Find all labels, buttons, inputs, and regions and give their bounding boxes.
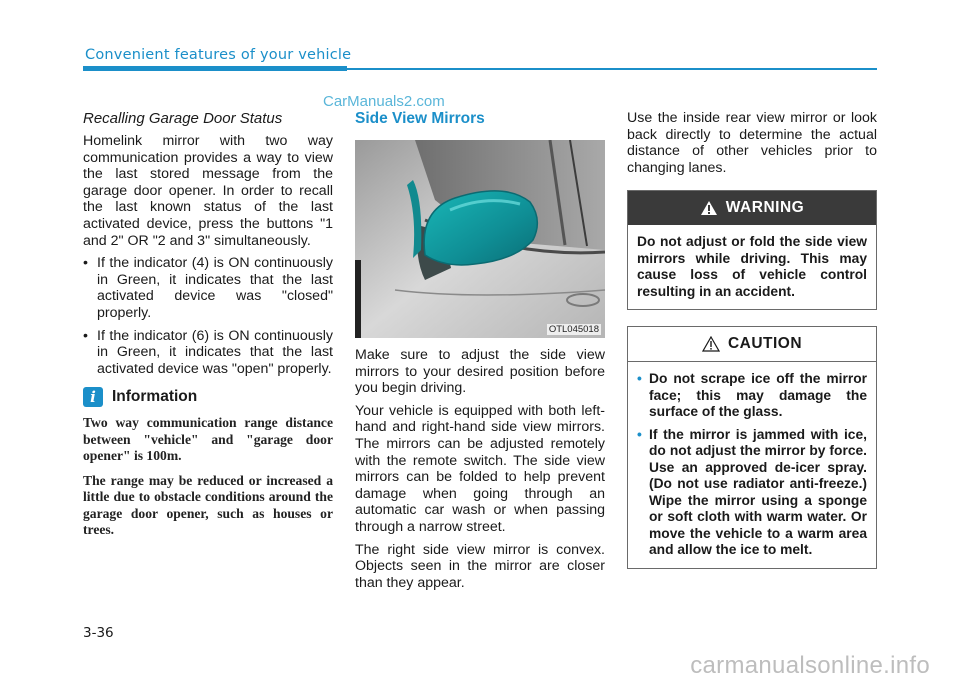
side-mirror-figure	[355, 140, 605, 338]
warning-header	[628, 191, 876, 225]
right-column	[627, 110, 877, 585]
warning-triangle-icon	[700, 200, 718, 216]
list-item: • Do not scrape ice off the mirror face; this may damage the surface of the glass.	[637, 371, 867, 421]
indicator-bullet-list	[83, 255, 333, 377]
information-title: Information	[112, 388, 198, 406]
warning-label: WARNING	[725, 199, 805, 217]
warning-body	[628, 225, 876, 309]
information-header	[83, 387, 333, 407]
page-number: 3-36	[83, 625, 114, 641]
header-rule-thick	[83, 66, 347, 71]
caution-label: CAUTION	[727, 335, 803, 353]
information-note: Two way communication range distance between "vehicle" and "garage door opener" is 100m.	[83, 415, 333, 464]
figure-code: OTL045018	[548, 324, 599, 335]
section-title: Side View Mirrors	[355, 110, 485, 127]
warning-text: Do not adjust or fold the side view mirrors while driving. This may cause loss of vehicle control resulting in an accident.	[637, 234, 867, 299]
mirror-paragraph: Your vehicle is equipped with both left-hand and right-hand side view mirrors. The mirrors can be adjusted remotely with the remote switch. The side view mirrors can be folded to help prevent damage when going through an automatic car wash or when passing through a narrow street.	[355, 402, 605, 535]
mirror-paragraph: Make sure to adjust the side view mirrors to your desired position before you begin driving.	[355, 347, 605, 397]
caution-list	[637, 371, 867, 559]
recall-garage-intro: Homelink mirror with two way communication provides a way to view the last stored message from the garage door opener. In order to recall the last known status of the last activated device, press the buttons "1 and 2" OR "2 and 3" simultaneously.	[83, 133, 333, 249]
list-item: • If the indicator (6) is ON continuously in Green, it indicates that the last activated device was "open" properly.	[83, 328, 333, 378]
rear-view-paragraph: Use the inside rear view mirror or look back directly to determine the actual distance of other vehicles prior to changing lanes.	[627, 110, 877, 176]
info-icon: i	[83, 387, 103, 407]
caution-triangle-icon	[702, 336, 720, 352]
watermark-top[interactable]: CarManuals2.com	[323, 93, 445, 110]
warning-box	[627, 190, 877, 310]
caution-box	[627, 326, 877, 569]
header-rule-thin	[347, 68, 877, 70]
watermark-bottom[interactable]: carmanualsonline.info	[690, 652, 930, 679]
caution-body	[628, 362, 876, 568]
middle-column	[355, 110, 605, 597]
recall-garage-heading: Recalling Garage Door Status	[83, 110, 283, 127]
list-item: • If the mirror is jammed with ice, do not adjust the mirror by force. Use an approved de-icer spray. (Do not use radiator anti-freeze.) Wipe the mirror using a sponge or soft cloth with warm water. Or move the vehicle to a warm area and allow the ice to melt.	[637, 427, 867, 559]
list-item: • If the indicator (4) is ON continuously in Green, it indicates that the last activated device was "closed" properly.	[83, 255, 333, 321]
header-title: Convenient features of your vehicle	[85, 47, 352, 63]
left-column	[83, 110, 333, 547]
information-note: The range may be reduced or increased a little due to obstacle conditions around the garage door opener, such as houses or trees.	[83, 472, 333, 538]
caution-header	[628, 327, 876, 362]
side-mirror-illustration	[355, 140, 605, 338]
mirror-paragraph: The right side view mirror is convex. Objects seen in the mirror are closer than they appear.	[355, 541, 605, 591]
